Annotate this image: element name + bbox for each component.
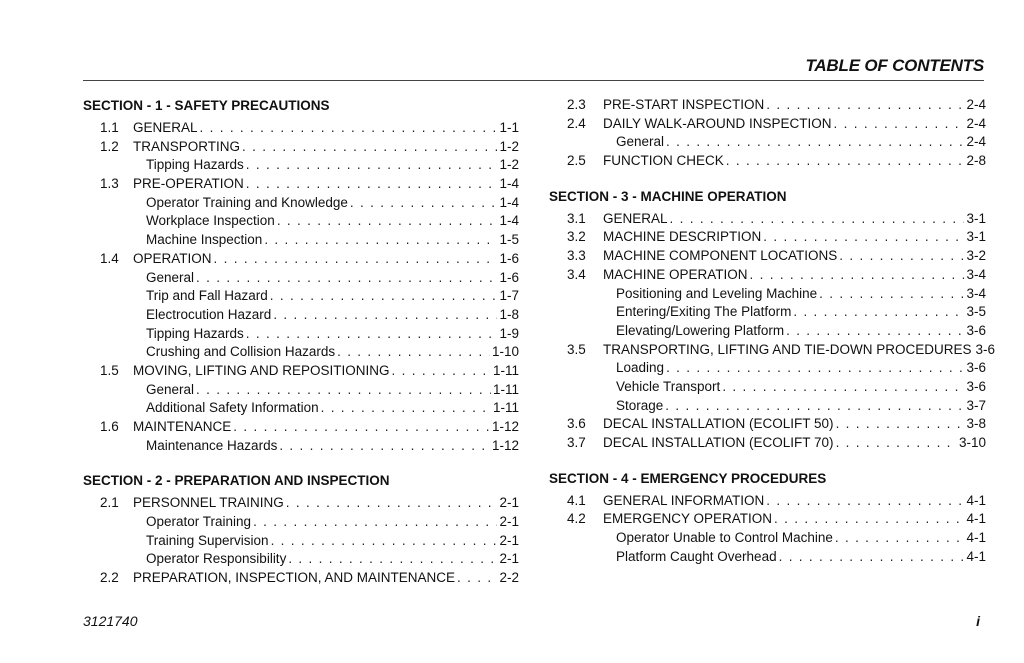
toc-subentry[interactable] (83, 231, 519, 250)
entry-title: Elevating/Lowering Platform (616, 322, 785, 338)
toc-entry[interactable] (83, 569, 519, 588)
dot-leader (726, 152, 965, 171)
dot-leader (246, 156, 498, 175)
dot-leader (253, 513, 497, 532)
section-heading[interactable]: SECTION - 1 - SAFETY PRECAUTIONS (83, 98, 330, 113)
toc-section (83, 96, 519, 455)
entry-page: 3-4 (966, 285, 986, 301)
dot-leader (279, 437, 490, 456)
entry-number: 3.7 (567, 435, 586, 450)
entry-title: MOVING, LIFTING AND REPOSITIONING (133, 362, 390, 378)
toc-entry[interactable] (549, 228, 986, 247)
entry-page: 3-7 (966, 397, 986, 413)
entry-title: General (146, 381, 195, 397)
toc-entry[interactable] (549, 210, 986, 229)
entry-page: 1-7 (499, 288, 519, 304)
dot-leader (722, 378, 964, 397)
dot-leader (835, 529, 965, 548)
dot-leader (457, 569, 497, 588)
dot-leader (288, 550, 497, 569)
entry-title: Training Supervision (146, 532, 269, 548)
toc-subentry[interactable] (549, 548, 986, 567)
toc-subentry[interactable] (83, 194, 519, 213)
entry-number: 3.6 (567, 416, 586, 432)
dot-leader (337, 343, 490, 362)
entry-title: DECAL INSTALLATION (ECOLIFT 50) (603, 416, 834, 432)
entry-title: GENERAL INFORMATION (603, 492, 765, 508)
dot-leader (665, 397, 964, 416)
entry-page: 1-5 (499, 232, 519, 248)
entry-title: Positioning and Leveling Machine (616, 285, 818, 301)
entry-number: 4.2 (567, 511, 586, 527)
entry-title: Operator Training (146, 514, 252, 530)
entry-title: TRANSPORTING (133, 138, 241, 154)
toc-subentry[interactable] (549, 397, 986, 416)
entry-number: 3.5 (567, 341, 586, 357)
entry-page: 1-6 (499, 269, 519, 285)
toc-entry[interactable] (549, 152, 986, 171)
entry-title: Tipping Hazards (146, 325, 244, 341)
entry-title: MACHINE DESCRIPTION (603, 229, 762, 245)
toc-subentry[interactable] (83, 156, 519, 175)
dot-leader (321, 399, 491, 418)
entry-page: 4-1 (966, 511, 986, 527)
entry-page: 3-6 (975, 341, 996, 357)
section-spacer (549, 453, 986, 469)
toc-subentry[interactable] (83, 287, 519, 306)
entry-page: 1-6 (499, 250, 519, 266)
toc-subentry[interactable] (83, 212, 519, 231)
entry-page: 1-12 (491, 437, 519, 453)
entry-title: PREPARATION, INSPECTION, AND MAINTENANCE (133, 570, 456, 586)
entry-page: 3-8 (966, 416, 986, 432)
entry-page: 1-2 (499, 157, 519, 173)
dot-leader (786, 322, 964, 341)
toc-section (549, 469, 986, 567)
entry-title: Crushing and Collision Hazards (146, 344, 336, 360)
toc-entry[interactable] (549, 415, 986, 434)
entry-title: OPERATION (133, 250, 212, 266)
entry-number: 3.1 (567, 210, 586, 226)
entry-number: 2.3 (567, 97, 586, 112)
entry-title: PRE-OPERATION (133, 176, 244, 192)
entry-page: 4-1 (966, 492, 986, 508)
toc-entry[interactable] (83, 362, 519, 381)
entry-title: Loading (616, 360, 665, 376)
toc-entry[interactable] (549, 266, 986, 285)
entry-title: MAINTENANCE (133, 419, 232, 434)
toc-subentry[interactable] (83, 343, 519, 362)
entry-title: Storage (616, 397, 664, 413)
entry-title: Additional Safety Information (146, 400, 319, 416)
entry-number: 2.5 (567, 153, 586, 169)
toc-column-right (549, 96, 996, 566)
toc-subentry[interactable] (83, 513, 519, 532)
entry-page: 1-8 (499, 306, 519, 322)
entry-title: Electrocution Hazard (146, 306, 272, 322)
toc-entry[interactable] (549, 247, 986, 266)
dot-leader (834, 115, 965, 134)
entry-title: Platform Caught Overhead (616, 548, 777, 564)
entry-page: 3-6 (966, 378, 986, 394)
entry-page: 1-4 (499, 176, 519, 192)
entry-page: 3-2 (966, 248, 986, 264)
dot-leader (246, 175, 498, 194)
entry-page: 1-9 (499, 325, 519, 341)
toc-entry[interactable] (549, 434, 986, 453)
dot-leader (836, 415, 965, 434)
toc-subentry[interactable] (83, 269, 519, 288)
toc-section (549, 96, 986, 171)
page-number: i (976, 613, 980, 629)
entry-title: Machine Inspection (146, 232, 263, 248)
entry-title: General (146, 269, 195, 285)
entry-page: 3-6 (966, 322, 986, 338)
entry-title: Vehicle Transport (616, 378, 721, 394)
dot-leader (666, 359, 964, 378)
toc-subentry[interactable] (549, 285, 986, 304)
header-rule (83, 80, 984, 81)
dot-leader (392, 362, 491, 381)
entry-title: Entering/Exiting The Platform (616, 304, 792, 320)
dot-leader (214, 250, 498, 269)
entry-page: 1-11 (492, 381, 519, 397)
dot-leader (277, 212, 498, 231)
entry-page: 1-11 (492, 362, 519, 378)
dot-leader (793, 303, 964, 322)
entry-title: EMERGENCY OPERATION (603, 511, 773, 527)
dot-leader (200, 119, 498, 138)
entry-page: 1-2 (499, 138, 519, 154)
entry-number: 1.4 (100, 250, 119, 266)
toc-entry[interactable] (83, 418, 519, 437)
entry-title: FUNCTION CHECK (603, 153, 724, 169)
entry-title: Workplace Inspection (146, 213, 275, 229)
entry-number: 1.3 (100, 176, 119, 192)
dot-leader (763, 228, 964, 247)
toc-entry[interactable] (549, 115, 986, 134)
entry-page: 1-11 (492, 400, 519, 416)
entry-title: DAILY WALK-AROUND INSPECTION (603, 115, 832, 131)
dot-leader (233, 418, 490, 437)
entry-page: 3-4 (966, 266, 986, 282)
toc-subentry[interactable] (549, 378, 986, 397)
entry-page: 2-8 (966, 153, 986, 169)
dot-leader (196, 269, 497, 288)
toc-subentry[interactable] (549, 303, 986, 322)
entry-title: Operator Unable to Control Machine (616, 530, 833, 546)
dot-leader (270, 287, 498, 306)
toc-subentry[interactable] (83, 381, 519, 400)
toc-subentry[interactable] (83, 437, 519, 456)
entry-title: TRANSPORTING, LIFTING AND TIE-DOWN PROCEDURES (603, 341, 972, 357)
entry-number: 1.2 (100, 138, 119, 154)
entry-page: 4-1 (966, 530, 986, 546)
dot-leader (271, 532, 498, 551)
section-heading[interactable]: SECTION - 3 - MACHINE OPERATION (549, 188, 787, 204)
dot-leader (839, 247, 964, 266)
dot-leader (246, 325, 498, 344)
toc-entry[interactable] (83, 175, 519, 194)
entry-number: 4.1 (567, 492, 586, 508)
entry-number: 2.1 (100, 495, 119, 511)
dot-leader (196, 381, 491, 400)
entry-title: Operator Responsibility (146, 551, 287, 567)
entry-page: 3-6 (966, 360, 986, 376)
section-spacer (549, 171, 986, 187)
toc-entry[interactable] (83, 138, 519, 157)
entry-title: DECAL INSTALLATION (ECOLIFT 70) (603, 435, 834, 450)
toc-subentry[interactable] (549, 133, 986, 152)
toc-subentry[interactable] (83, 550, 519, 569)
entry-page: 3-10 (958, 435, 986, 450)
section-spacer (83, 455, 519, 471)
toc-entry[interactable] (83, 494, 519, 513)
entry-page: 2-2 (499, 570, 519, 586)
dot-leader (836, 434, 957, 453)
entry-page: 2-1 (499, 532, 519, 548)
entry-page: 3-5 (966, 304, 986, 320)
entry-title: MACHINE OPERATION (603, 266, 748, 282)
toc-subentry[interactable] (83, 532, 519, 551)
entry-page: 1-4 (499, 194, 519, 210)
dot-leader (264, 231, 497, 250)
toc-subentry[interactable] (549, 529, 986, 548)
entry-number: 2.2 (100, 570, 119, 586)
entry-page: 4-1 (966, 548, 986, 564)
toc-section (549, 187, 996, 453)
dot-leader (666, 133, 964, 152)
toc-entry[interactable] (549, 492, 986, 511)
dot-leader (286, 494, 498, 513)
entry-page: 3-1 (966, 229, 986, 245)
entry-number: 3.3 (567, 248, 586, 264)
entry-page: 2-4 (966, 134, 986, 150)
entry-page: 1-4 (499, 213, 519, 229)
dot-leader (242, 138, 497, 157)
entry-page: 1-1 (499, 120, 519, 135)
entry-number: 2.4 (567, 115, 586, 131)
toc-entry[interactable] (549, 341, 996, 360)
entry-number: 1.6 (100, 419, 119, 434)
dot-leader (819, 285, 964, 304)
toc-subentry[interactable] (83, 325, 519, 344)
dot-leader (766, 492, 964, 511)
toc-entry[interactable] (83, 119, 519, 138)
entry-page: 3-1 (966, 210, 986, 226)
toc-subentry[interactable] (549, 359, 986, 378)
page-title: TABLE OF CONTENTS (805, 56, 984, 75)
toc-entry[interactable] (549, 96, 986, 115)
toc-entry[interactable] (83, 250, 519, 269)
dot-leader (350, 194, 498, 213)
entry-number: 3.4 (567, 266, 586, 282)
toc-section (83, 471, 519, 587)
document-number: 3121740 (83, 613, 138, 629)
toc-subentry[interactable] (83, 399, 519, 418)
toc-subentry[interactable] (549, 322, 986, 341)
dot-leader (670, 210, 965, 229)
dot-leader (273, 306, 497, 325)
entry-number: 1.1 (100, 120, 119, 135)
entry-title: Maintenance Hazards (146, 437, 278, 453)
entry-page: 2-1 (499, 514, 519, 530)
dot-leader (779, 548, 965, 567)
dot-leader (750, 266, 965, 285)
entry-page: 2-4 (966, 97, 986, 112)
entry-title: Trip and Fall Hazard (146, 288, 268, 304)
entry-page: 2-1 (499, 551, 519, 567)
entry-page: 1-10 (491, 344, 519, 360)
entry-page: 1-12 (491, 419, 519, 434)
toc-entry[interactable] (549, 510, 986, 529)
entry-page: 2-1 (499, 495, 519, 511)
entry-page: 2-4 (966, 115, 986, 131)
entry-title: PERSONNEL TRAINING (133, 495, 284, 511)
entry-title: GENERAL (603, 210, 668, 226)
dot-leader (774, 510, 964, 529)
entry-title: Tipping Hazards (146, 157, 244, 173)
entry-title: Operator Training and Knowledge (146, 194, 348, 210)
entry-title: General (616, 134, 665, 150)
entry-title: MACHINE COMPONENT LOCATIONS (603, 248, 838, 264)
toc-column-left (83, 96, 519, 588)
entry-number: 3.2 (567, 229, 586, 245)
dot-leader (766, 96, 964, 115)
toc-subentry[interactable] (83, 306, 519, 325)
section-heading[interactable]: SECTION - 2 - PREPARATION AND INSPECTION (83, 473, 390, 489)
section-heading[interactable]: SECTION - 4 - EMERGENCY PROCEDURES (549, 470, 827, 486)
entry-number: 1.5 (100, 362, 119, 378)
entry-title: GENERAL (133, 120, 198, 135)
entry-title: PRE-START INSPECTION (603, 97, 765, 112)
